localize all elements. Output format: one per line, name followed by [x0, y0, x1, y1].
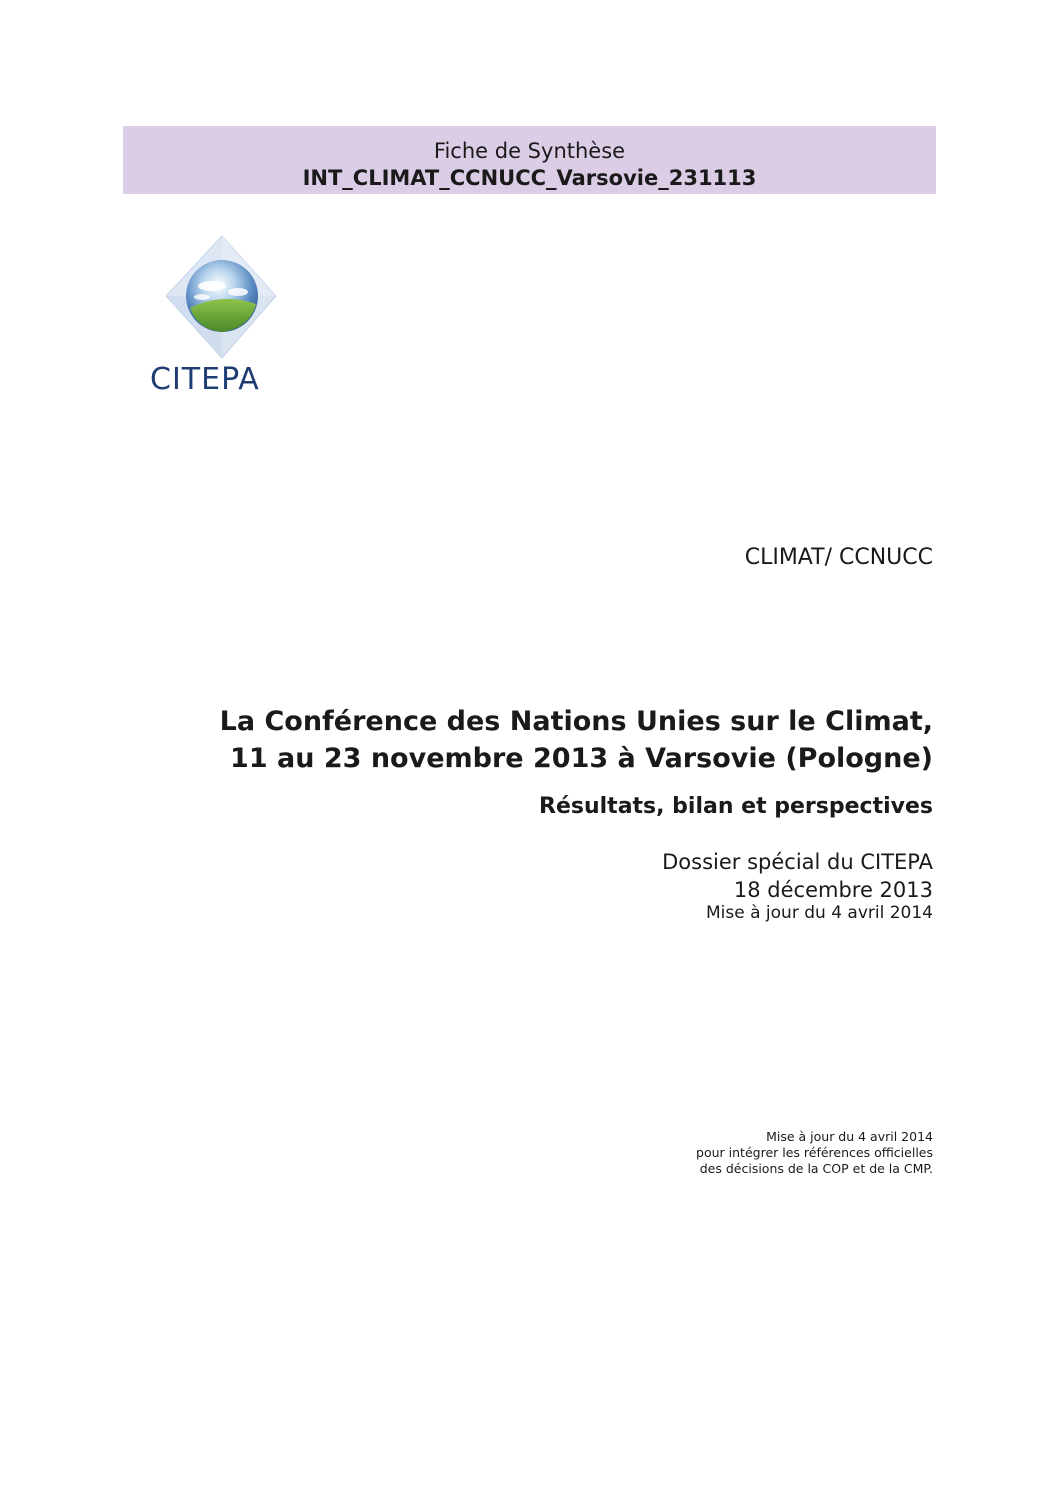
logo-wordmark: CITEPA — [150, 362, 260, 397]
document-subtitle: Résultats, bilan et perspectives — [539, 794, 933, 819]
dossier-info — [662, 848, 933, 904]
dossier-date: 18 décembre 2013 — [733, 878, 933, 902]
footnote-line-3: des décisions de la COP et de la CMP. — [699, 1161, 933, 1176]
header-banner — [123, 126, 936, 194]
document-title — [220, 703, 933, 777]
header-title: Fiche de Synthèse — [433, 139, 626, 163]
update-footnote — [696, 1129, 933, 1177]
title-line-1: La Conférence des Nations Unies sur le Climat, — [219, 706, 933, 737]
document-category: CLIMAT/ CCNUCC — [744, 545, 933, 570]
footnote-line-2: pour intégrer les références officielles — [696, 1145, 933, 1160]
title-line-2: 11 au 23 novembre 2013 à Varsovie (Pologne) — [230, 743, 933, 774]
footnote-line-1: Mise à jour du 4 avril 2014 — [766, 1129, 933, 1144]
dossier-label: Dossier spécial du CITEPA — [662, 850, 933, 874]
header-reference: INT_CLIMAT_CCNUCC_Varsovie_231113 — [302, 166, 757, 190]
update-date: Mise à jour du 4 avril 2014 — [706, 903, 933, 923]
